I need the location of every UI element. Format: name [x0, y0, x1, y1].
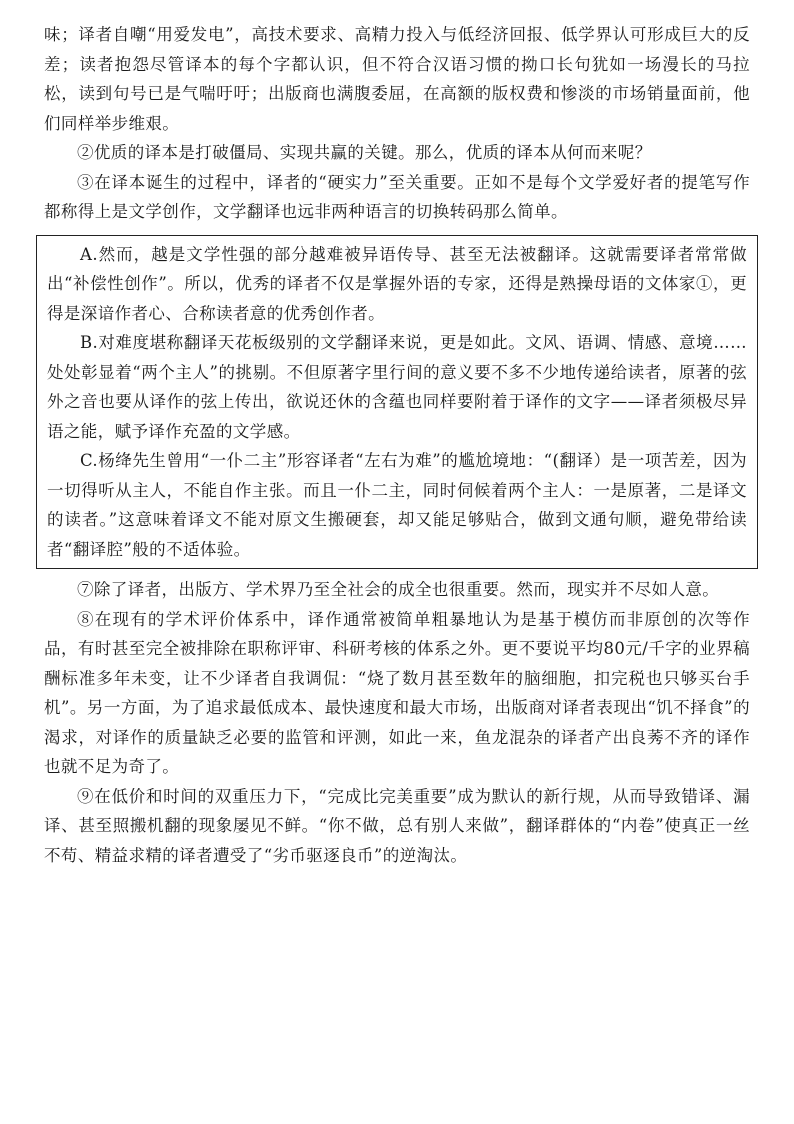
- paragraph-7: ⑦除了译者，出版方、学术界乃至全社会的成全也很重要。然而，现实并不尽如人意。: [77, 580, 720, 599]
- document-page: [44, 20, 750, 870]
- box-paragraph-a: A.然而，越是文学性强的部分越难被异语传导、甚至无法被翻译。这就需要译者常常做出“补偿性创作”。所以，优秀的译者不仅是掌握外语的专家，还得是熟操母语的文体家①，更得是深谙作者心、合称读者意的优秀创作者。: [47, 244, 747, 323]
- paragraph-1-continuation: 味；译者自嘲“用爱发电”，高技术要求、高精力投入与低经济回报、低学界认可形成巨大的反差；读者抱怨尽管译本的每个字都认识，但不符合汉语习惯的拗口长句犹如一场漫长的马拉松，读到句号已是气喘吁吁；出版商也满腹委屈，在高额的版权费和惨淡的市场销量面前，他们同样举步维艰。: [44, 25, 750, 133]
- paragraph-9: ⑨在低价和时间的双重压力下，“完成比完美重要”成为默认的新行规，从而导致错译、漏译、甚至照搬机翻的现象屡见不鲜。“你不做，总有别人来做”，翻译群体的“内卷”使真正一丝不苟、精益求精的译者遭受了“劣币驱逐良币”的逆淘汰。: [44, 786, 750, 865]
- box-paragraph-c: C.杨绛先生曾用“一仆二主”形容译者“左右为难”的尴尬境地：“(翻译）是一项苦差，因为一切得听从主人，不能自作主张。而且一仆二主，同时伺候着两个主人：一是原著，二是译文的读者。”这意味着译文不能对原文生搬硬套，却又能足够贴合，做到文通句顺，避免带给读者“翻译腔”般的不适体验。: [47, 451, 747, 559]
- paragraph-3: ③在译本诞生的过程中，译者的“硬实力”至关重要。正如不是每个文学爱好者的提笔写作都称得上是文学创作，文学翻译也远非两种语言的切换转码那么简单。: [44, 172, 750, 221]
- paragraph-2: ②优质的译本是打破僵局、实现共赢的关键。那么，优质的译本从何而来呢？: [77, 143, 652, 162]
- paragraph-8: ⑧在现有的学术评价体系中，译作通常被简单粗暴地认为是基于模仿而非原创的次等作品，有时甚至完全被排除在职称评审、科研考核的体系之外。更不要说平均80元/千字的业界稿酬标准多年未变，让不少译者自我调侃：“烧了数月甚至数年的脑细胞，扣完税也只够买台手机”。另一方面，为了追求最低成本、最快速度和最大市场，出版商对译者表现出“饥不择食”的渴求，对译作的质量缺乏必要的监管和评测，如此一来，鱼龙混杂的译者产出良莠不齐的译作也就不足为奇了。: [44, 609, 750, 776]
- box-paragraph-b: B.对难度堪称翻译天花板级别的文学翻译来说，更是如此。文风、语调、情感、意境……处处彰显着“两个主人”的挑剔。不但原著字里行间的意义要不多不少地传递给读者，原著的弦外之音也要从译作的弦上传出，欲说还休的含蕴也同样要附着于译作的文字——译者须极尽异语之能，赋予译作充盈的文学感。: [47, 333, 747, 441]
- shuffled-paragraphs-box: [36, 235, 758, 570]
